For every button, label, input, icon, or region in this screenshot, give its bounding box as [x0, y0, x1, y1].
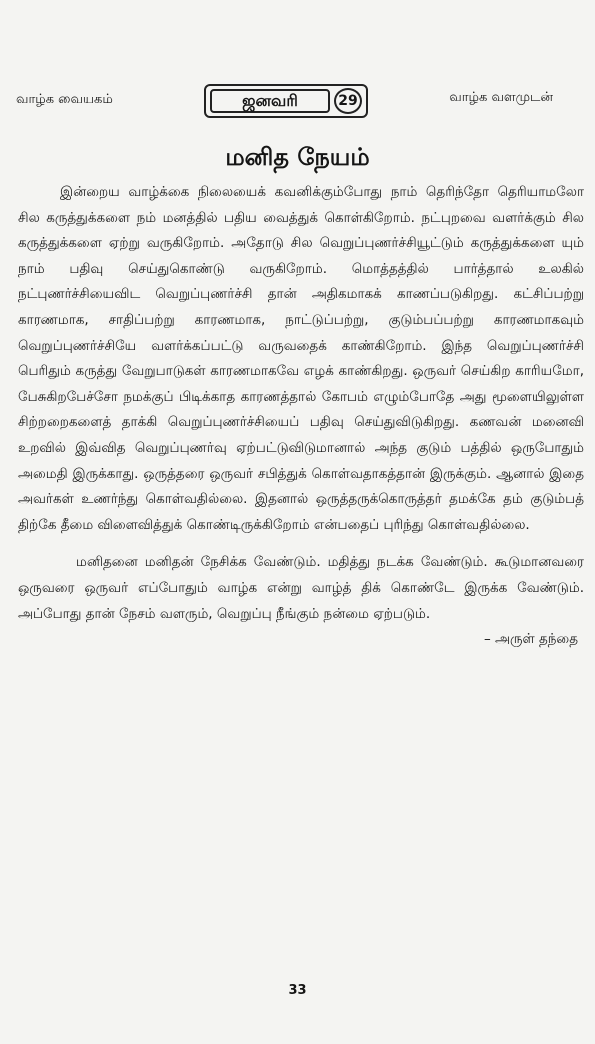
page-number: 33: [288, 983, 307, 998]
article-body: [18, 180, 584, 653]
signature: – அருள் தந்தை: [483, 631, 578, 648]
paragraph-2: மனிதனை மனிதன் நேசிக்க வேண்டும். மதித்து நடக்க வேண்டும். கூடுமானவரை ஒருவரை ஒருவர் எப்போதும் வாழ்க என்று வாழ்த் திக் கொண்டே இருக்க வேண்டும். அப்போது தான் நேசம் வளரும், வெறுப்பு நீங்கும் நன்மை ஏற்படும்.: [18, 554, 584, 622]
header-left-motto: வாழ்க வையகம்: [16, 92, 113, 107]
header-right-motto: வாழ்க வளமுடன்: [449, 90, 553, 105]
paragraph-1: இன்றைய வாழ்க்கை நிலையைக் கவனிக்கும்போது நாம் தெரிந்தோ தெரியாமலோ சில கருத்துக்களை நம் மனத்தில் பதிய வைத்துக் கொள்கிறோம். நட்புறவை வளர்க்கும் சில கருத்துக்களை ஏற்று வருகிறோம். அதோடு சில வெறுப்புணர்ச்சியூட்டும் கருத்துக்களை யும் நாம் பதிவு செய்துகொண்டு வருகிறோம். மொத்தத்தில் பார்த்தால் உலகில் நட்புணர்ச்சியைவிட வெறுப்புணர்ச்சி தான் அதிகமாகக் காணப்படுகிறது. கட்சிப்பற்று காரணமாக, சாதிப்பற்று காரணமாக, நாட்டுப்பற்று, குடும்பப்பற்று காரணமாகவும் வெறுப்புணர்ச்சியே வளர்க்கப்பட்டு வருவதைக் காண்கிறோம். இந்த வெறுப்புணர்ச்சி பெரிதும் கருத்து வேறுபாடுகள் காரணமாகவே எழக் காண்கிறது. ஒருவர் செய்கிற காரியமோ, பேசுகிறபேச்சோ நமக்குப் பிடிக்காத காரணத்தால் கோபம் எழும்போதே அது மூளையிலுள்ள சிற்றறைகளைத் தாக்கி வெறுப்புணர்ச்சியைப் பதிவு செய்துவிடுகிறது. கணவன் மனைவி உறவில் இவ்வித வெறுப்புணர்வு ஏற்பட்டுவிடுமானால் அந்த குடும் பத்தில் ஒருபோதும் அமைதி இருக்காது. ஒருத்தரை ஒருவர் சபித்துக் கொள்வதாகத்தான் இருக்கும். ஆனால் இதை அவர்கள் உணர்ந்து கொள்வதில்லை. இதனால் ஒருத்தருக்கொருத்தர் தமக்கே தம் குடும்பத் திற்கே தீமை விளைவித்துக் கொண்டிருக்கிறோம் என்பதைப் புரிந்து கொள்வதில்லை.: [18, 184, 584, 533]
month-label: ஜனவரி: [210, 89, 330, 113]
page-title: மனித நேயம்: [225, 143, 370, 171]
date-box: [204, 84, 368, 118]
day-number: 29: [334, 88, 362, 114]
